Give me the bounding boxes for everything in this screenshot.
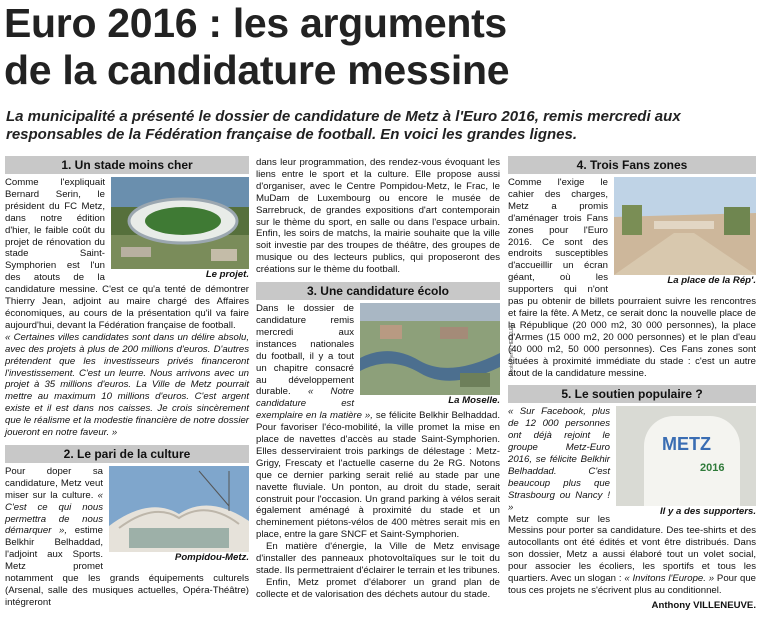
section-3-text: Dans le dossier de candidature remis mercredi aux instances nationales du football, il y a tout un chapitre consacré au développement durable. « Notre candidature est exemplaire en la matière », se félicite Belkhir Belhaddad. Pour favoriser l'éco-mobilité, la ville promet la mise en place de navettes d'accès au stade Saint-Symphorien. Elles desserviraient trois parkings de délestage : Metz-Grigy, Frescaty et l'actuelle caserne du 2e RG. Notons que ce dernier parking serait relié au stade par une navette fluviale. Un ponton, au droit du stade, serait construit pour l'occasion. Un grand parking à vélos serait également aménagé à proximité du stade et un cheminement piétons-vélos de 400 mètres serait mis en place, entre la gare SNCF et Saint-Symphorien. <box>256 303 500 541</box>
headline-line-1: Euro 2016 : les arguments <box>4 0 507 46</box>
section-3-energy: En matière d'énergie, la Ville de Metz envisage d'installer des panneaux photovoltaïques sur le toit du stade. Ils permettraient d'éclairer le terrain et les tribunes. <box>256 541 500 576</box>
section-4-heading: 4. Trois Fans zones <box>508 156 756 174</box>
culture-continued-text: dans leur programmation, des rendez-vous évoquant les liens entre le sport et la culture. Elle propose aussi d'organiser, avec le Centre Pompidou-Metz, le Frac, le MuDam de Luxembourg ou encore le musée de Sarrebruck, de grandes expositions d'art contemporain sur le thème du sport, en salle ou dans l'espace urbain. Enfin, les soirs de matchs, la mairie souhaite que la ville soit investie par des troupes de théâtre, des groupes de musique ou des lecteurs publics, qui proposeront des créations sur le thème du football. <box>256 157 500 276</box>
lead-paragraph: La municipalité a présenté le dossier de candidature de Metz à l'Euro 2016, remis mercredi aux responsables de la Fédération française de football. En voici les grandes lignes. <box>6 108 681 143</box>
section-5-heading: 5. Le soutien populaire ? <box>508 385 756 403</box>
column-3 <box>508 155 756 611</box>
section-5-text: Metz compte sur les Messins pour porter sa candidature. Des tee-shirts et des autocollants ont été édités et vont être distribués. Dans son dossier, Metz a aussi élaboré tout un volet social, pour associer les écoliers, les sportifs et tous les quartiers. Avec un slogan : « Invitons l'Europe. » Pour que tous ces projets ne s'écrivent plus au conditionnel. <box>508 513 757 596</box>
pompidou-caption: Pompidou-Metz. <box>174 551 249 563</box>
column-2 <box>256 155 515 601</box>
author-signature: Anthony VILLENEUVE. <box>651 599 756 611</box>
headline <box>4 0 758 94</box>
headline-line-2: de la candidature messine <box>4 47 510 93</box>
column-1 <box>5 155 249 609</box>
shirt-logo: 2016 <box>700 462 725 475</box>
pompidou-photo <box>109 466 249 563</box>
moselle-photo <box>360 303 515 407</box>
supporters-photo <box>616 406 756 517</box>
section-5-quote: « Sur Facebook, plus de 12 000 personnes ont déjà rejoint le groupe Metz-Euro 2016, se félicite Belkhir Belhaddad. C'est beaucoup plus que Strasbourg ou Nancy ! » <box>508 406 610 513</box>
stadium-caption: Le projet. <box>205 269 249 280</box>
section-3-heading: 3. Une candidature écolo <box>256 282 500 300</box>
section-4-text: Comme l'exige le cahier des charges, Metz a promis d'aménager trois Fans zones pour l'Euro 2016. Ce sont des endroits susceptibles d'accueillir un écran géant, où les supporters qui n'ont pas pu obtenir de billets pourraient suivre les rencontres et faire la fête. A Metz, ce serait donc la nouvelle place de la République (20 000 m2, 30 000 personnes), la place d'Armes (15 000 m2, 20 000 personnes) et le plan d'eau (40 000 m2, 50 000 personnes). Ces Fans zones sont situées à proximité immédiate du stade : c'est un autre atout de la candidature messine. <box>508 177 756 379</box>
section-1-heading: 1. Un stade moins cher <box>5 156 249 174</box>
republique-caption: La place de la Rép'. <box>667 275 756 286</box>
supporters-caption: Il y a des supporters. <box>660 506 756 518</box>
section-3-waste: Enfin, Metz promet d'élaborer un grand plan de collecte et de valorisation des déchets autour du stade. <box>256 576 500 600</box>
stadium-photo <box>111 177 249 280</box>
moselle-caption: La Moselle. <box>448 395 500 407</box>
section-1-quote: « Certaines villes candidates sont dans un délire absolu, avec des projets à plus de 200 millions d'euros. D'autres prétendent que les investisseurs privés financeront l'investissement. C'est un leurre. Nous arrivons avec un projet à 35 millions d'euros. La Ville de Metz pourrait mettre au maximum 10 millions d'euros. C'est argent existe et il est dans nos caisses. Je crois sincèrement que le réalisme et la modestie financière de notre dossier joueront en notre faveur. » <box>5 331 249 439</box>
section-2-heading: 2. Le pari de la culture <box>5 445 249 463</box>
section-2-text: Pour doper sa candidature, Metz veut miser sur la culture. « C'est ce qui nous permettra de nous démarquer », estime Belkhir Belhaddad, l'adjoint aux Sports. Metz promet notamment que les grands équipements culturels (Arsenal, salle des musiques actuelles, Opéra-Théâtre) intégreront <box>5 465 249 608</box>
photo-credit: Photo Pierre HECKLER <box>509 323 515 376</box>
section-1-text: Comme l'expliquait Bernard Serin, le président du FC Metz, dans notre édition d'hier, le faible coût du projet de rénovation du stade Saint-Symphorien est l'un des atouts de la candidature messine. C'est ce qu'a tenté de démontrer Thierry Jean, adjoint au maire chargé des Affaires économiques, au cours de la présentation qu'il va faire aujourd'hui, devant la Fédération française de football. <box>5 177 249 331</box>
shirt-text: METZ <box>662 434 711 455</box>
republique-photo <box>614 177 756 286</box>
